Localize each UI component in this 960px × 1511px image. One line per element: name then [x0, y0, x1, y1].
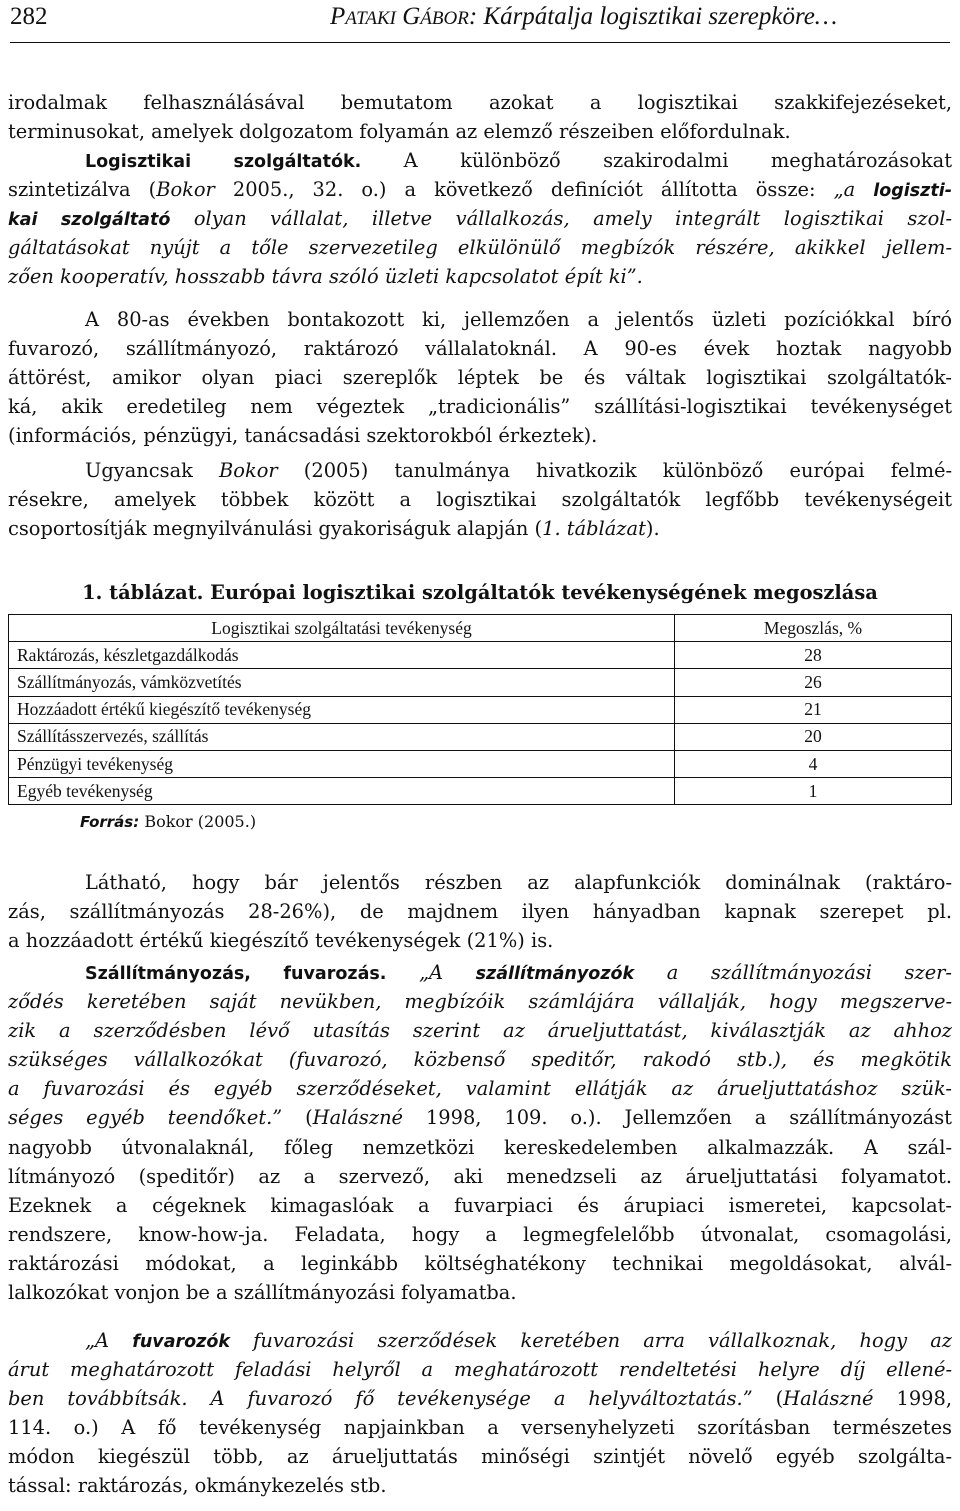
table-row: Pénzügyi tevékenység 4 — [9, 750, 952, 777]
paragraph-carriers: „A fuvarozók fuvarozási szerződések keretében arra vállalkoznak, hogy az árut meghatározott feladási helyről a meghatározott rendeltetési helyre díj ellené- ben továbbítsák. A fuvarozó fő tevékenysége a helyváltoztatás.” (Halászné 1998, 114. o.) A fő tevékenység napjainkban a versenyhelyzeti szorításban természetes módon kiegészül több, az árueljuttatás minőségi szintjét növelő egyéb szolgálta- tással: raktározás, okmánykezelés stb. — [8, 1329, 952, 1498]
table-row: Szállításszervezés, szállítás 20 — [9, 723, 952, 750]
running-header — [10, 0, 950, 42]
table-row: Egyéb tevékenység 1 — [9, 778, 952, 805]
paragraph-80s: A 80-as években bontakozott ki, jellemzően a jelentős üzleti pozíciókkal bíró fuvarozó, szállítmányozó, raktározó vállalatoknál. A 90-es évek hoztak nagyobb áttörést, amikor olyan piaci szereplők léptek be és váltak logisztikai szolgáltatók- ká, akik eredetileg nem végeztek „tradicionális” szállítási-logisztikai tevékenységet (információs, pénzügyi, tanácsadási szektorokból érkeztek). — [8, 308, 952, 448]
table-header-row — [9, 615, 952, 642]
section-heading: Szállítmányozás, fuvarozás. — [85, 964, 387, 984]
activity-distribution-table — [8, 614, 952, 805]
paragraph-forwarding: Szállítmányozás, fuvarozás. „A szállítmányozók a szállítmányozási szer- ződés keretében saját nevükben, megbízóik számlájára vállalják, hogy megszerve- zik a szerződésben lévő utasítás szerint az árueljuttatást, kiválasztják az ahhoz szükséges vállalkozókat (fuvarozó, közbenső speditőr, rakodó stb.), és megkötik a fuvarozási és egyéb szerződéseket, valamint ellátják az árueljuttatáshoz szük- séges egyéb teendőket.” (Halászné 1998, 109. o.). Jellemzően a szállítmányozást nagyobb útvonalaknál, főleg nemzetközi kereskedelemben alkalmazzák. A szál- lítmányozó (speditőr) az a szervező, aki menedzseli az árueljuttatási folyamatot. Ezeknek a cégeknek kimagaslóak a fuvarpiaci és árupiaci ismeretei, kapcsolat- rendszere, know-how-ja. Feladata, hogy a legmegfelelőbb útvonalat, csomagolási, raktározási módokat, a leginkább költséghatékony technikai megoldásokat, alvál- lalkozókat vonjon be a szállítmányozási folyamatba. — [8, 961, 952, 1305]
column-header-share: Megoszlás, % — [675, 615, 952, 642]
column-header-activity: Logisztikai szolgáltatási tevékenység — [9, 615, 675, 642]
paragraph-logistics-providers: Logisztikai szolgáltatók. A különböző szakirodalmi meghatározásokat szintetizálva (Bokor 2005., 32. o.) a következő definíciót állította össze: „a logiszti- kai szolgáltató olyan vállalat, illetve vállalkozás, amely integrált logisztikai szol- gáltatásokat nyújt a tőle szervezetileg elkülönülő megbízók részére, akikkel jellem- zően kooperatív, hosszabb távra szóló üzleti kapcsolatot épít ki”. — [8, 149, 952, 289]
table-row: Szállítmányozás, vámközvetítés 26 — [9, 669, 952, 696]
header-rule — [10, 42, 950, 43]
page-number: 282 — [10, 3, 48, 30]
table-row: Hozzáadott értékű kiegészítő tevékenység 21 — [9, 696, 952, 723]
table-caption: 1. táblázat. Európai logisztikai szolgáltatók tevékenységének megoszlása — [82, 581, 878, 604]
table-source: Forrás: Bokor (2005.) — [80, 812, 257, 831]
running-title: PATAKI GÁBOR: Kárpátalja logisztikai szerepköre… — [330, 3, 838, 30]
paragraph-observation: Látható, hogy bár jelentős részben az alapfunkciók dominálnak (raktáro- zás, szállítmányozás 28-26%), de majdnem ilyen hányadban kapnak szerepet pl. a hozzáadott értékű kiegészítő tevékenységek (21%) is. — [8, 871, 952, 953]
paragraph-1: irodalmak felhasználásával bemutatom azokat a logisztikai szakkifejezéseket, terminusokat, amelyek dolgozatom folyamán az elemző részeiben előfordulnak. — [8, 91, 952, 144]
paragraph-bokor: Ugyancsak Bokor (2005) tanulmánya hivatkozik különböző európai felmé- résekre, amelyek többek között a logisztikai szolgáltatók legfőbb tevékenységeit csoportosítják megnyilvánulási gyakoriságuk alapján (1. táblázat). — [8, 459, 952, 541]
table-row: Raktározás, készletgazdálkodás 28 — [9, 642, 952, 669]
section-heading: Logisztikai szolgáltatók. — [85, 152, 362, 172]
